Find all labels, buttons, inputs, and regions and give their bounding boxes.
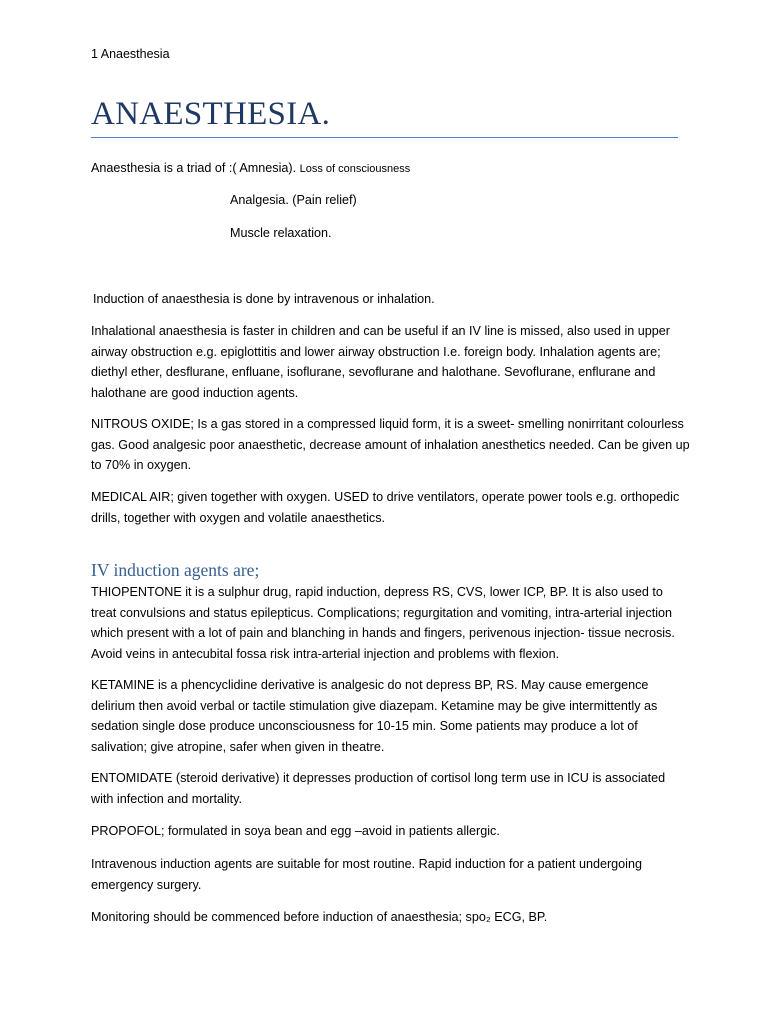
paragraph-nitrous-oxide: NITROUS OXIDE; Is a gas stored in a compressed liquid form, it is a sweet- smelling nonirritant colourless gas. Good analgesic poor anaesthetic, decrease amount of inhalation anesthetics needed. Can be given up to 70% in oxygen.	[91, 417, 690, 472]
page-header: 1 Anaesthesia	[91, 47, 170, 61]
title-underline	[91, 137, 678, 138]
page-title: ANAESTHESIA.	[91, 96, 331, 132]
triad-lead-note: Loss of consciousness	[299, 163, 411, 175]
paragraph-thiopentone: THIOPENTONE it is a sulphur drug, rapid induction, depress RS, CVS, lower ICP, BP. It is also used to treat convulsions and status epilepticus. Complications; regurgitation and vomiting, intra-arterial injection which present with a lot of pain and blanching in hands and fingers, perivenous injection- tissue necrosis. Avoid veins in antecubital fossa risk intra-arterial injection and problems with flexion.	[91, 585, 675, 661]
paragraph-induction: Induction of anaesthesia is done by intravenous or inhalation.	[93, 292, 435, 306]
paragraph-iv-agents: Intravenous induction agents are suitable for most routine. Rapid induction for a patient undergoing emergency surgery.	[91, 857, 642, 892]
paragraph-entomidate: ENTOMIDATE (steroid derivative) it depresses production of cortisol long term use in ICU is associated with infection and mortality.	[91, 771, 666, 806]
paragraph-monitoring: Monitoring should be commenced before induction of anaesthesia; spo₂ ECG, BP.	[91, 910, 548, 924]
triad-item-relaxation: Muscle relaxation.	[230, 226, 332, 240]
paragraph-medical-air: MEDICAL AIR; given together with oxygen. USED to drive ventilators, operate power tools e.g. orthopedic drills, together with oxygen and volatile anaesthetics.	[91, 490, 680, 525]
triad-item-analgesia: Analgesia. (Pain relief)	[230, 193, 357, 207]
paragraph-ketamine: KETAMINE is a phencyclidine derivative is analgesic do not depress BP, RS. May cause emergence delirium then avoid verbal or tactile stimulation give diazepam. Ketamine may be give intermittently as sedation single dose produce unconsciousness for 10-15 min. Some patients may produce a lot of salivation; give atropine, safer when given in theatre.	[91, 678, 658, 754]
triad-lead: Anaesthesia is a triad of :( Amnesia).	[91, 161, 297, 175]
iv-induction-heading: IV induction agents are;	[91, 560, 260, 580]
triad-intro	[91, 158, 691, 180]
paragraph-propofol: PROPOFOL; formulated in soya bean and egg –avoid in patients allergic.	[91, 824, 500, 838]
paragraph-inhalational: Inhalational anaesthesia is faster in children and can be useful if an IV line is missed, also used in upper airway obstruction e.g. epiglottitis and lower airway obstruction I.e. foreign body. Inhalation agents are; diethyl ether, desflurane, enfluane, isoflurane, sevoflurane and halothane. Sevoflurane, enflurane and halothane are good induction agents.	[91, 324, 670, 400]
